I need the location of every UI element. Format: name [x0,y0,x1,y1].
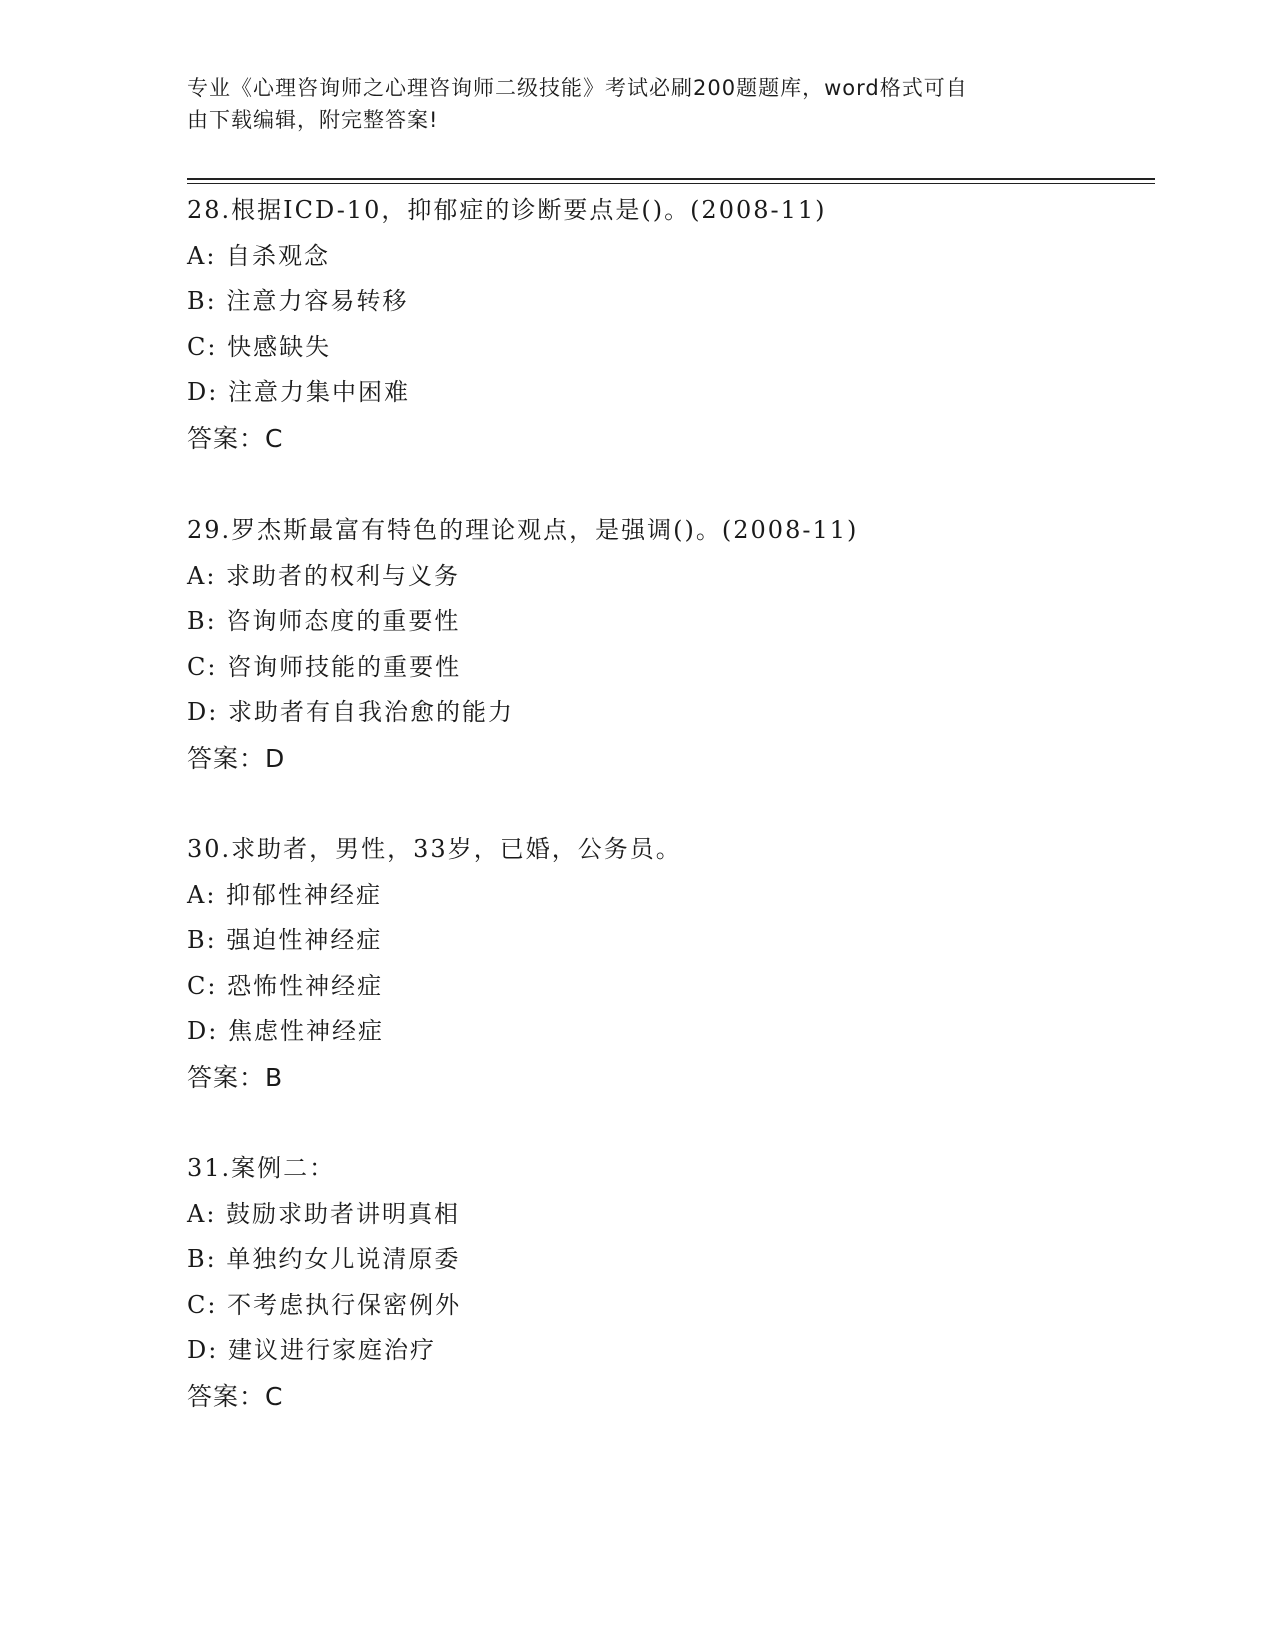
option-b: B: 咨询师态度的重要性 [187,607,461,635]
option-a: A: 抑郁性神经症 [187,880,383,909]
option-c: C: 恐怖性神经症 [187,971,384,1000]
option-b: B: 注意力容易转移 [187,287,409,315]
option-a: A: 鼓励求助者讲明真相 [187,1199,461,1228]
answer-line: 答案：D [187,743,286,773]
header-line-1: 专业《心理咨询师之心理咨询师二级技能》考试必刷200题题库，word格式可自 [187,76,968,100]
option-b: B: 强迫性神经症 [187,926,383,954]
question-28 [187,188,1147,461]
option-a: A: 求助者的权利与义务 [187,561,461,590]
option-d: D: 建议进行家庭治疗 [187,1336,436,1364]
option-c: C: 不考虑执行保密例外 [187,1290,462,1319]
question-text: 30.求助者，男性，33岁，已婚，公务员。 [187,835,682,863]
option-a: A: 自杀观念 [187,241,331,270]
question-text: 29.罗杰斯最富有特色的理论观点，是强调()。(2008-11) [187,516,859,544]
answer-line: 答案：C [187,1381,284,1411]
answer-line: 答案：C [187,423,284,453]
question-text: 31.案例二： [187,1154,336,1182]
question-29 [187,508,1147,781]
header-divider-thin [187,183,1155,184]
question-31 [187,1146,1147,1419]
header-divider-thick [187,178,1155,180]
option-b: B: 单独约女儿说清原委 [187,1245,461,1273]
option-c: C: 快感缺失 [187,332,332,361]
header-line-2: 由下载编辑，附完整答案! [187,108,439,132]
option-d: D: 求助者有自我治愈的能力 [187,698,514,726]
option-c: C: 咨询师技能的重要性 [187,652,462,681]
question-30 [187,827,1147,1100]
question-text: 28.根据ICD-10，抑郁症的诊断要点是()。(2008-11) [187,196,827,224]
option-d: D: 焦虑性神经症 [187,1017,384,1045]
option-d: D: 注意力集中困难 [187,378,410,406]
answer-line: 答案：B [187,1062,284,1092]
document-header [187,72,1067,136]
